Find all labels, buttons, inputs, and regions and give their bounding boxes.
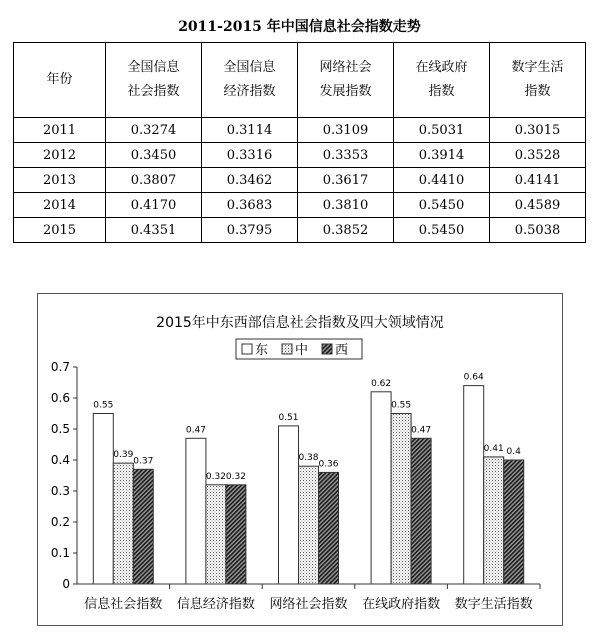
table-cell: 0.3617 <box>298 168 394 193</box>
bar-东 <box>93 414 113 585</box>
table-cell: 2014 <box>14 193 106 218</box>
x-category-label: 数字生活指数 <box>454 597 533 612</box>
bar-东 <box>371 392 391 584</box>
data-label: 0.41 <box>483 443 504 454</box>
y-tick-label: 0.7 <box>50 360 70 374</box>
data-label: 0.4 <box>506 447 521 457</box>
data-label: 0.62 <box>371 378 392 389</box>
table-cell: 0.3528 <box>490 143 586 168</box>
table-cell: 0.3914 <box>394 143 490 168</box>
table-cell: 0.3109 <box>298 118 394 143</box>
y-tick-label: 0.1 <box>50 546 70 560</box>
table-cell: 0.3795 <box>202 218 298 243</box>
table-header-cell: 年份 <box>14 43 106 118</box>
data-label: 0.37 <box>133 456 154 467</box>
bar-西 <box>319 472 339 584</box>
table-cell: 0.3316 <box>202 143 298 168</box>
legend-swatch-东 <box>242 344 252 354</box>
table-cell: 2012 <box>14 143 106 168</box>
y-tick-label: 0 <box>62 577 70 591</box>
legend-swatch-西 <box>322 344 332 354</box>
y-tick-label: 0.2 <box>50 515 70 529</box>
bar-西 <box>504 460 524 584</box>
table-cell: 0.5450 <box>394 193 490 218</box>
bar-东 <box>279 426 299 584</box>
data-label: 0.51 <box>278 412 299 423</box>
legend-label: 东 <box>255 343 269 358</box>
data-label: 0.47 <box>185 425 206 436</box>
table-cell: 0.5450 <box>394 218 490 243</box>
bar-东 <box>186 438 206 584</box>
table-header-cell: 全国信息 经济指数 <box>202 43 298 118</box>
table-cell: 0.4410 <box>394 168 490 193</box>
data-label: 0.32 <box>225 471 246 482</box>
table-header-cell: 网络社会 发展指数 <box>298 43 394 118</box>
table-cell: 0.5031 <box>394 118 490 143</box>
data-label: 0.55 <box>93 400 114 411</box>
table-header-cell: 全国信息 社会指数 <box>106 43 202 118</box>
legend-label: 中 <box>295 343 309 358</box>
bar-中 <box>299 466 319 584</box>
y-tick-label: 0.6 <box>50 391 70 405</box>
table-title: 2011-2015 年中国信息社会指数走势 <box>178 19 421 35</box>
x-category-label: 信息经济指数 <box>176 597 255 612</box>
data-label: 0.39 <box>113 450 134 461</box>
table-cell: 0.3462 <box>202 168 298 193</box>
table-cell: 0.3274 <box>106 118 202 143</box>
table-cell: 2013 <box>14 168 106 193</box>
x-category-label: 信息社会指数 <box>84 597 163 612</box>
table-cell: 2015 <box>14 218 106 243</box>
bar-东 <box>464 386 484 584</box>
table-cell: 0.3353 <box>298 143 394 168</box>
table-header-cell: 数字生活 指数 <box>490 43 586 118</box>
table-cell: 0.3015 <box>490 118 586 143</box>
bar-中 <box>391 414 411 585</box>
x-category-label: 网络社会指数 <box>269 597 348 612</box>
chart-bars <box>93 373 523 584</box>
bar-西 <box>133 469 153 584</box>
y-tick-label: 0.5 <box>50 422 70 436</box>
table-cell: 0.3114 <box>202 118 298 143</box>
y-tick-label: 0.3 <box>50 484 70 498</box>
table-cell: 0.3810 <box>298 193 394 218</box>
bar-西 <box>411 438 431 584</box>
chart-legend <box>236 339 362 359</box>
table-cell: 0.4170 <box>106 193 202 218</box>
data-label: 0.47 <box>411 425 432 436</box>
table-header-cell: 在线政府 指数 <box>394 43 490 118</box>
data-label: 0.32 <box>205 471 226 482</box>
y-tick-label: 0.4 <box>50 453 70 467</box>
table-cell: 2011 <box>14 118 106 143</box>
data-label: 0.64 <box>463 372 484 383</box>
legend-swatch-中 <box>282 344 292 354</box>
table-cell: 0.3683 <box>202 193 298 218</box>
data-label: 0.36 <box>318 459 339 470</box>
data-label: 0.38 <box>298 453 319 464</box>
table-cell: 0.3852 <box>298 218 394 243</box>
table-cell: 0.4351 <box>106 218 202 243</box>
table-cell: 0.3807 <box>106 168 202 193</box>
bar-中 <box>484 457 504 584</box>
bar-中 <box>113 463 133 584</box>
data-label: 0.55 <box>391 400 412 411</box>
table-cell: 0.5038 <box>490 218 586 243</box>
chart-title: 2015年中东西部信息社会指数及四大领域情况 <box>156 315 444 331</box>
bar-中 <box>206 485 226 584</box>
table-cell: 0.3450 <box>106 143 202 168</box>
bar-西 <box>226 485 246 584</box>
table-cell: 0.4589 <box>490 193 586 218</box>
table-cell: 0.4141 <box>490 168 586 193</box>
legend-label: 西 <box>335 343 349 358</box>
x-category-label: 在线政府指数 <box>362 597 441 612</box>
